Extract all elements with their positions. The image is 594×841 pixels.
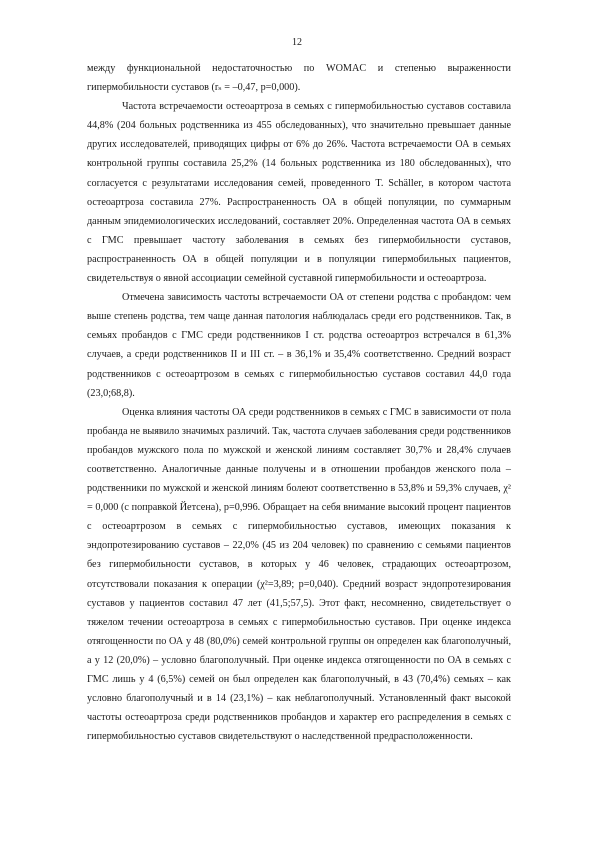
page-number: 12 — [292, 37, 302, 48]
paragraph-continuation: между функциональной недостаточностью по WOMAC и степенью выраженности гипермобильности суставов (rₛ = –0,47, p=0,000). — [87, 63, 511, 94]
paragraph-proband-sex: Оценка влияния частоты ОА среди родственников в семьях с ГМС в зависимости от пола пробанда не выявило значимых различий. Так, частота случаев заболевания среди родственников пробандов мужского пола по мужской и женской линиям составляет 30,7% и 28,4% случаев соответственно. Аналогичные данные получены и в отношении пробандов женского пола – родственники по мужской и женской линиям болеют соответственно в 53,8% и 59,3% случаев, χ² = 0,000 (с поправкой Йетсена), p=0,996. Обращает на себя внимание высокий процент пациентов с остеоартрозом в семьях с гипермобильностью суставов, имеющих показания к эндопротезированию суставов – 22,0% (45 из 204 человек) по сравнению с семьями пациентов без гипермобильности суставов, в которых у 46 человек, страдающих остеоартрозом, отсутствовали показания к операции (χ²=3,89; p=0,040). Средний возраст эндопротезирования суставов у пациентов составил 47 лет (41,5;57,5). Этот факт, несомненно, свидетельствует о тяжелом течении остеоартроза в семьях с гипермобильностью суставов. При оценке индекса отягощенности по ОА у 48 (80,0%) семей контрольной группы он определен как благополучный, а у 12 (20,0%) – условно благополучный. При оценке индекса отягощенности по ОА в семьях с ГМС лишь у 4 (6,5%) семей он был определен как благополучный, в 43 (70,4%) семьях – как условно благополучный и в 14 (23,1%) – как неблагополучный. Установленный факт высокой частоты остеоартроза среди родственников пробандов и характер его распределения в семьях с гипермобильностью суставов свидетельствуют о наследственной предрасположенности. — [87, 406, 511, 743]
body-text — [87, 59, 511, 746]
paragraph-oa-frequency: Частота встречаемости остеоартроза в семьях с гипермобильностью суставов составила 44,8% (204 больных родственника из 455 обследованных), что значительно превышает данные других исследователей, приводящих цифры от 6% до 26%. Частота встречаемости ОА в семьях контрольной группы составила 25,2% (14 больных родственника из 180 обследованных), что согласуется с результатами исследования семей, проведенного T. Schäller, в котором частота остеоартроза составила 27%. Распространенность ОА в общей популяции, по суммарным данным эпидемиологических исследований, составляет 20%. Определенная частота ОА в семьях с ГМС превышает частоту заболевания в семьях без гипермобильности суставов, распространенность ОА в общей популяции и в популяции гипермобильных пациентов, свидетельствуя о явной ассоциации семейной суставной гипермобильности и остеоартроза. — [87, 101, 511, 285]
paragraph-kinship-degree: Отмечена зависимость частоты встречаемости ОА от степени родства с пробандом: чем выше степень родства, тем чаще данная патология наблюдалась среди его родственников. Так, в семьях пробандов с ГМС среди родственников I ст. родства остеоартроз встречался в 61,3% случаев, а среди родственников II и III ст. – в 36,1% и 35,4% соответственно. Средний возраст родственников с остеоартрозом в семьях с гипермобильностью суставов составил 44,0 года (23,0;68,8). — [87, 292, 511, 399]
